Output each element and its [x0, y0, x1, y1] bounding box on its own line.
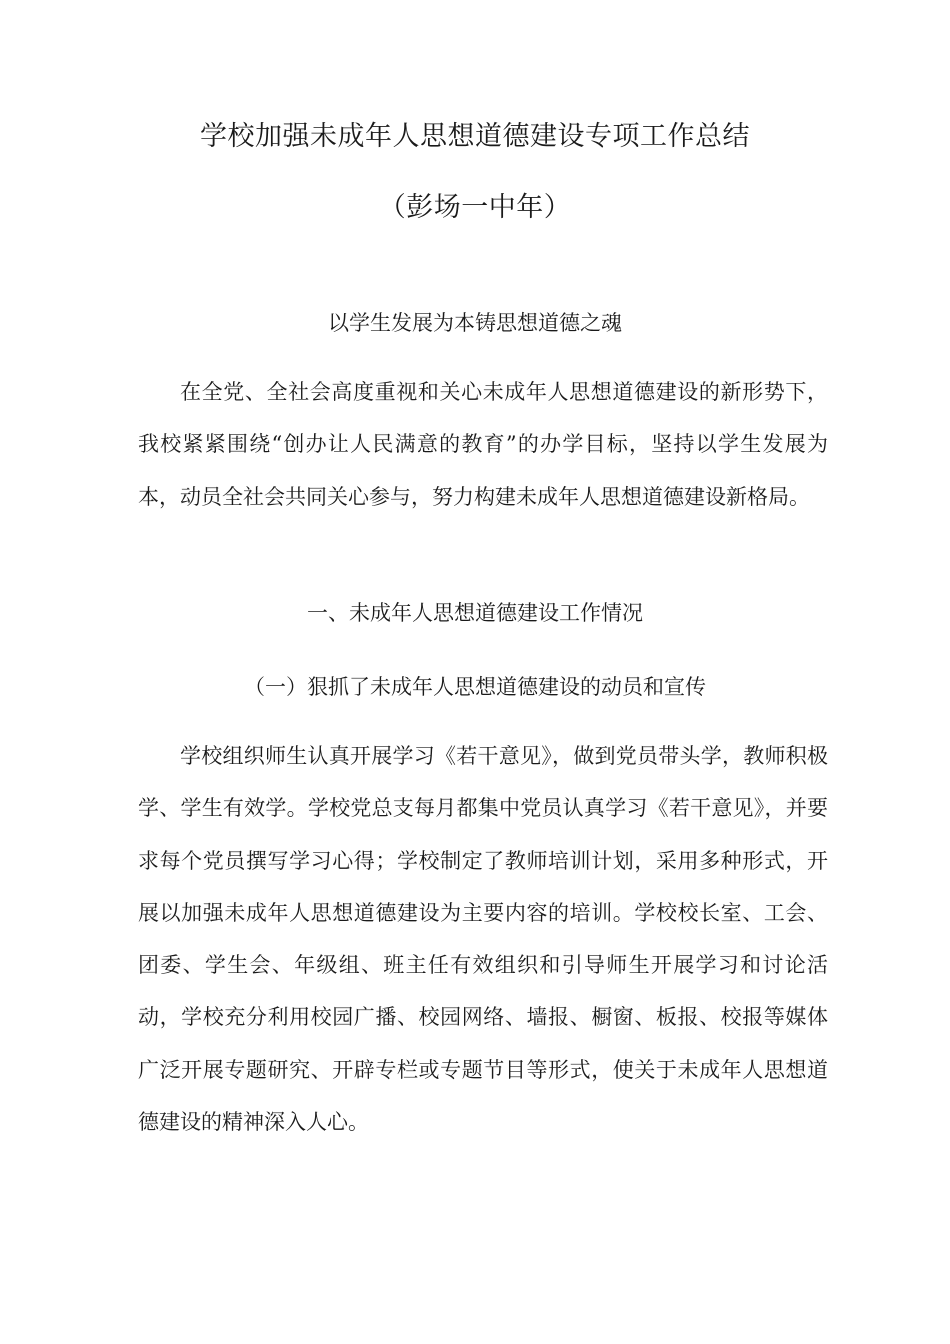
- intro-paragraph: 在全党、全社会高度重视和关心未成年人思想道德建设的新形势下，我校紧紧围绕“创办让人民满意的教育”的办学目标，坚持以学生发展为本，动员全社会共同关心参与，努力构建未成年人思想道德建设新格局。: [138, 380, 828, 509]
- motto-heading: 以学生发展为本铸思想道德之魂: [328, 311, 622, 335]
- section-heading: 一、未成年人思想道德建设工作情况: [307, 601, 643, 625]
- subsection-heading: （一）狠抓了未成年人思想道德建设的动员和宣传: [244, 675, 706, 699]
- subsection-paragraph: 学校组织师生认真开展学习《若干意见》，做到党员带头学，教师积极学、学生有效学。学校党总支每月都集中党员认真学习《若干意见》，并要求每个党员撰写学习心得；学校制定了教师培训计划，采用多种形式，开展以加强未成年人思想道德建设为主要内容的培训。学校校长室、工会、团委、学生会、年级组、班主任有效组织和引导师生开展学习和讨论活动，学校充分利用校园广播、校园网络、墙报、橱窗、板报、校报等媒体广泛开展专题研究、开辟专栏或专题节目等形式，使关于未成年人思想道德建设的精神深入人心。: [138, 744, 828, 1135]
- document-subtitle: （彭场一中年）: [378, 192, 572, 223]
- document-title: 学校加强未成年人思想道德建设专项工作总结: [200, 121, 750, 152]
